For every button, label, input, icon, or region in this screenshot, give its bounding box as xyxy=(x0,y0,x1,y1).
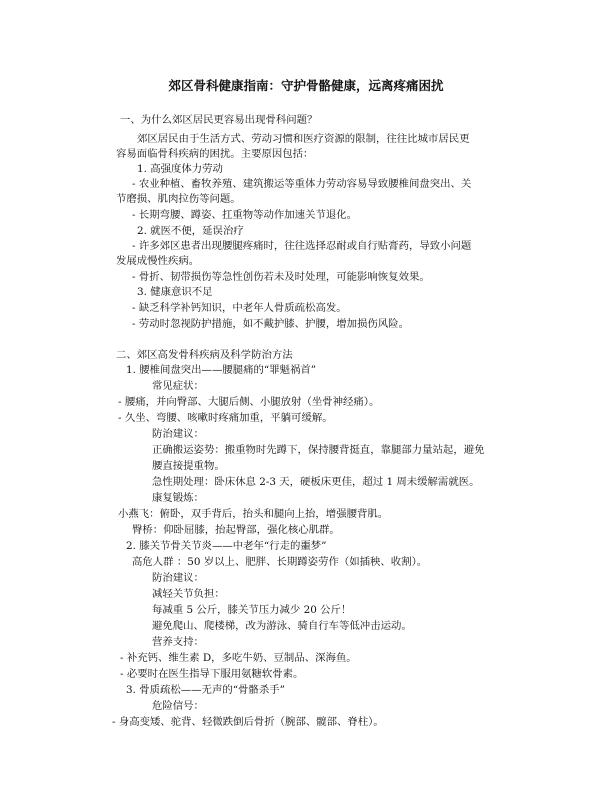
bullet-item: - 腰痛，并向臀部、大腿后侧、小腿放射（坐骨神经痛）。 xyxy=(118,396,380,408)
bullet-item: - 补充钙、维生素 D，多吃牛奶、豆制品、深海鱼。 xyxy=(120,652,357,664)
paragraph-line: 郊区居民由于生活方式、劳动习惯和医疗资源的限制，往往比城市居民更 xyxy=(137,133,470,145)
bullet-item: - 农业种植、畜牧养殖、建筑搬运等重体力劳动容易导致腰椎间盘突出、关 xyxy=(132,178,472,190)
paragraph-line: 臀桥：仰卧屈膝，抬起臀部，强化核心肌群。 xyxy=(132,524,340,536)
bullet-item: - 必要时在医生指导下服用氨糖软骨素。 xyxy=(120,668,304,680)
paragraph-line: 避免爬山、爬楼梯，改为游泳、骑自行车等低冲击运动。 xyxy=(152,620,412,632)
bullet-item: - 劳动时忽视防护措施，如不戴护膝、护腰，增加损伤风险。 xyxy=(132,318,409,330)
paragraph-line: 高危人群 ：50 岁以上、肥胖、长期蹲姿劳作（如插秧、收割）。 xyxy=(132,556,428,568)
subheading: 3. 骨质疏松——无声的“骨骼杀手” xyxy=(126,684,285,696)
subheading: 1. 腰椎间盘突出——腰腿痛的“罪魁祸首” xyxy=(126,364,317,376)
paragraph-line: 每减重 5 公斤，膝关节压力减少 20 公斤！ xyxy=(152,604,352,616)
subheading: 3. 健康意识不足 xyxy=(137,286,213,298)
paragraph-line: 容易面临骨科疾病的困扰。主要原因包括： xyxy=(116,148,314,160)
label: 防治建议： xyxy=(152,428,204,440)
paragraph-line: 急性期处理：卧床休息 2-3 天，硬板床更佳，超过 1 周未缓解需就医。 xyxy=(152,476,480,488)
bullet-item: - 身高变矮、驼背、轻微跌倒后骨折（腕部、髋部、脊柱）。 xyxy=(112,716,384,728)
subheading: 2. 膝关节骨关节炎——中老年“行走的噩梦” xyxy=(126,540,327,552)
bullet-item: - 久坐、弯腰、咳嗽时疼痛加重，平躺可缓解。 xyxy=(118,412,333,424)
bullet-item: - 长期弯腰、蹲姿、扛重物等动作加速关节退化。 xyxy=(132,209,358,221)
label: 康复锻炼： xyxy=(152,492,204,504)
label: 减轻关节负担： xyxy=(152,588,225,600)
paragraph-line: 腰直接提重物。 xyxy=(152,460,225,472)
subheading: 2. 就医不便，延误治疗 xyxy=(137,225,244,237)
label: 防治建议： xyxy=(152,572,204,584)
label: 常见症状： xyxy=(152,380,204,392)
bullet-item: - 许多郊区患者出现腰腿疼痛时，往往选择忍耐或自行贴膏药，导致小问题 xyxy=(132,240,472,252)
label: 营养支持： xyxy=(152,636,204,648)
paragraph-line: 正确搬运姿势：搬重物时先蹲下，保持腰背挺直，靠腿部力量站起，避免 xyxy=(152,444,485,456)
paragraph-line: 小燕飞：俯卧，双手背后，抬头和腿向上抬，增强腰背肌。 xyxy=(118,508,389,520)
paragraph-line: 发展成慢性疾病。 xyxy=(116,255,200,267)
bullet-item: - 缺乏科学补钙知识，中老年人骨质疏松高发。 xyxy=(132,302,347,314)
bullet-item: - 骨折、韧带损伤等急性创伤若未及时处理，可能影响恢复效果。 xyxy=(132,271,430,283)
label: 危险信号： xyxy=(152,700,204,712)
document-title: 郊区骨科健康指南：守护骨骼健康，远离疼痛困扰 xyxy=(168,78,444,93)
section-heading: 一、为什么郊区居民更容易出现骨科问题？ xyxy=(120,114,318,126)
subheading: 1. 高强度体力劳动 xyxy=(137,163,223,175)
paragraph-line: 节磨损、肌肉拉伤等问题。 xyxy=(116,193,241,205)
section-heading: 二、郊区高发骨科疾病及科学防治方法 xyxy=(116,349,293,361)
